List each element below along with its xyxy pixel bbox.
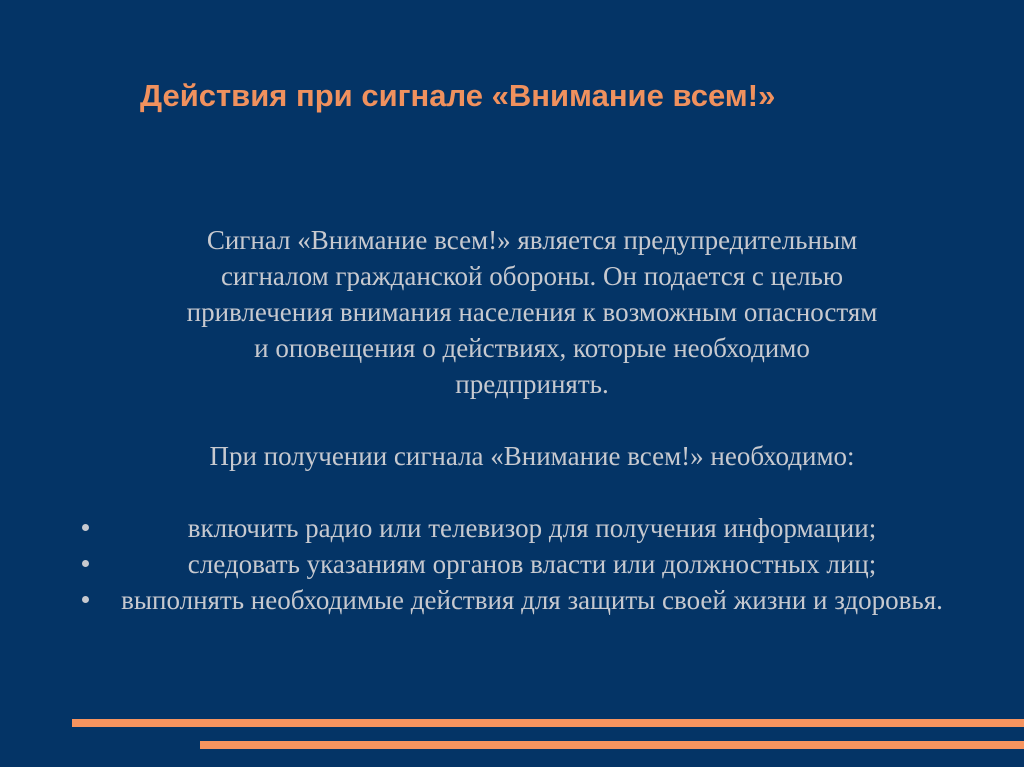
intro-line: предпринять. xyxy=(455,369,609,399)
bullet-item xyxy=(96,546,968,582)
intro-line: и оповещения о действиях, которые необходимо xyxy=(254,333,810,363)
intro-line: привлечения внимания населения к возможным опасностям xyxy=(186,297,878,327)
paragraph-spacer xyxy=(96,402,968,438)
bullet-text: следовать указаниям органов власти или должностных лиц; xyxy=(187,549,877,579)
slide-body xyxy=(96,222,968,618)
slide-title: Действия при сигнале «Внимание всем!» xyxy=(140,78,776,113)
bullet-item xyxy=(96,582,968,618)
paragraph-spacer xyxy=(96,474,968,510)
intro-line: сигналом гражданской обороны. Он подается с целью xyxy=(220,261,844,291)
accent-bar-top xyxy=(72,719,1024,727)
bullet-dot-icon xyxy=(82,524,89,531)
bullet-text: включить радио или телевизор для получения информации; xyxy=(187,513,877,543)
intro-line: Сигнал «Внимание всем!» является предупредительным xyxy=(206,225,858,255)
bullet-item xyxy=(96,510,968,546)
bullet-text: выполнять необходимые действия для защиты своей жизни и здоровья. xyxy=(121,585,943,615)
bullet-dot-icon xyxy=(82,596,89,603)
bullet-list xyxy=(96,510,968,618)
lead-in-text: При получении сигнала «Внимание всем!» необходимо: xyxy=(209,441,855,471)
accent-bar-bottom xyxy=(200,741,1024,749)
bullet-dot-icon xyxy=(82,560,89,567)
